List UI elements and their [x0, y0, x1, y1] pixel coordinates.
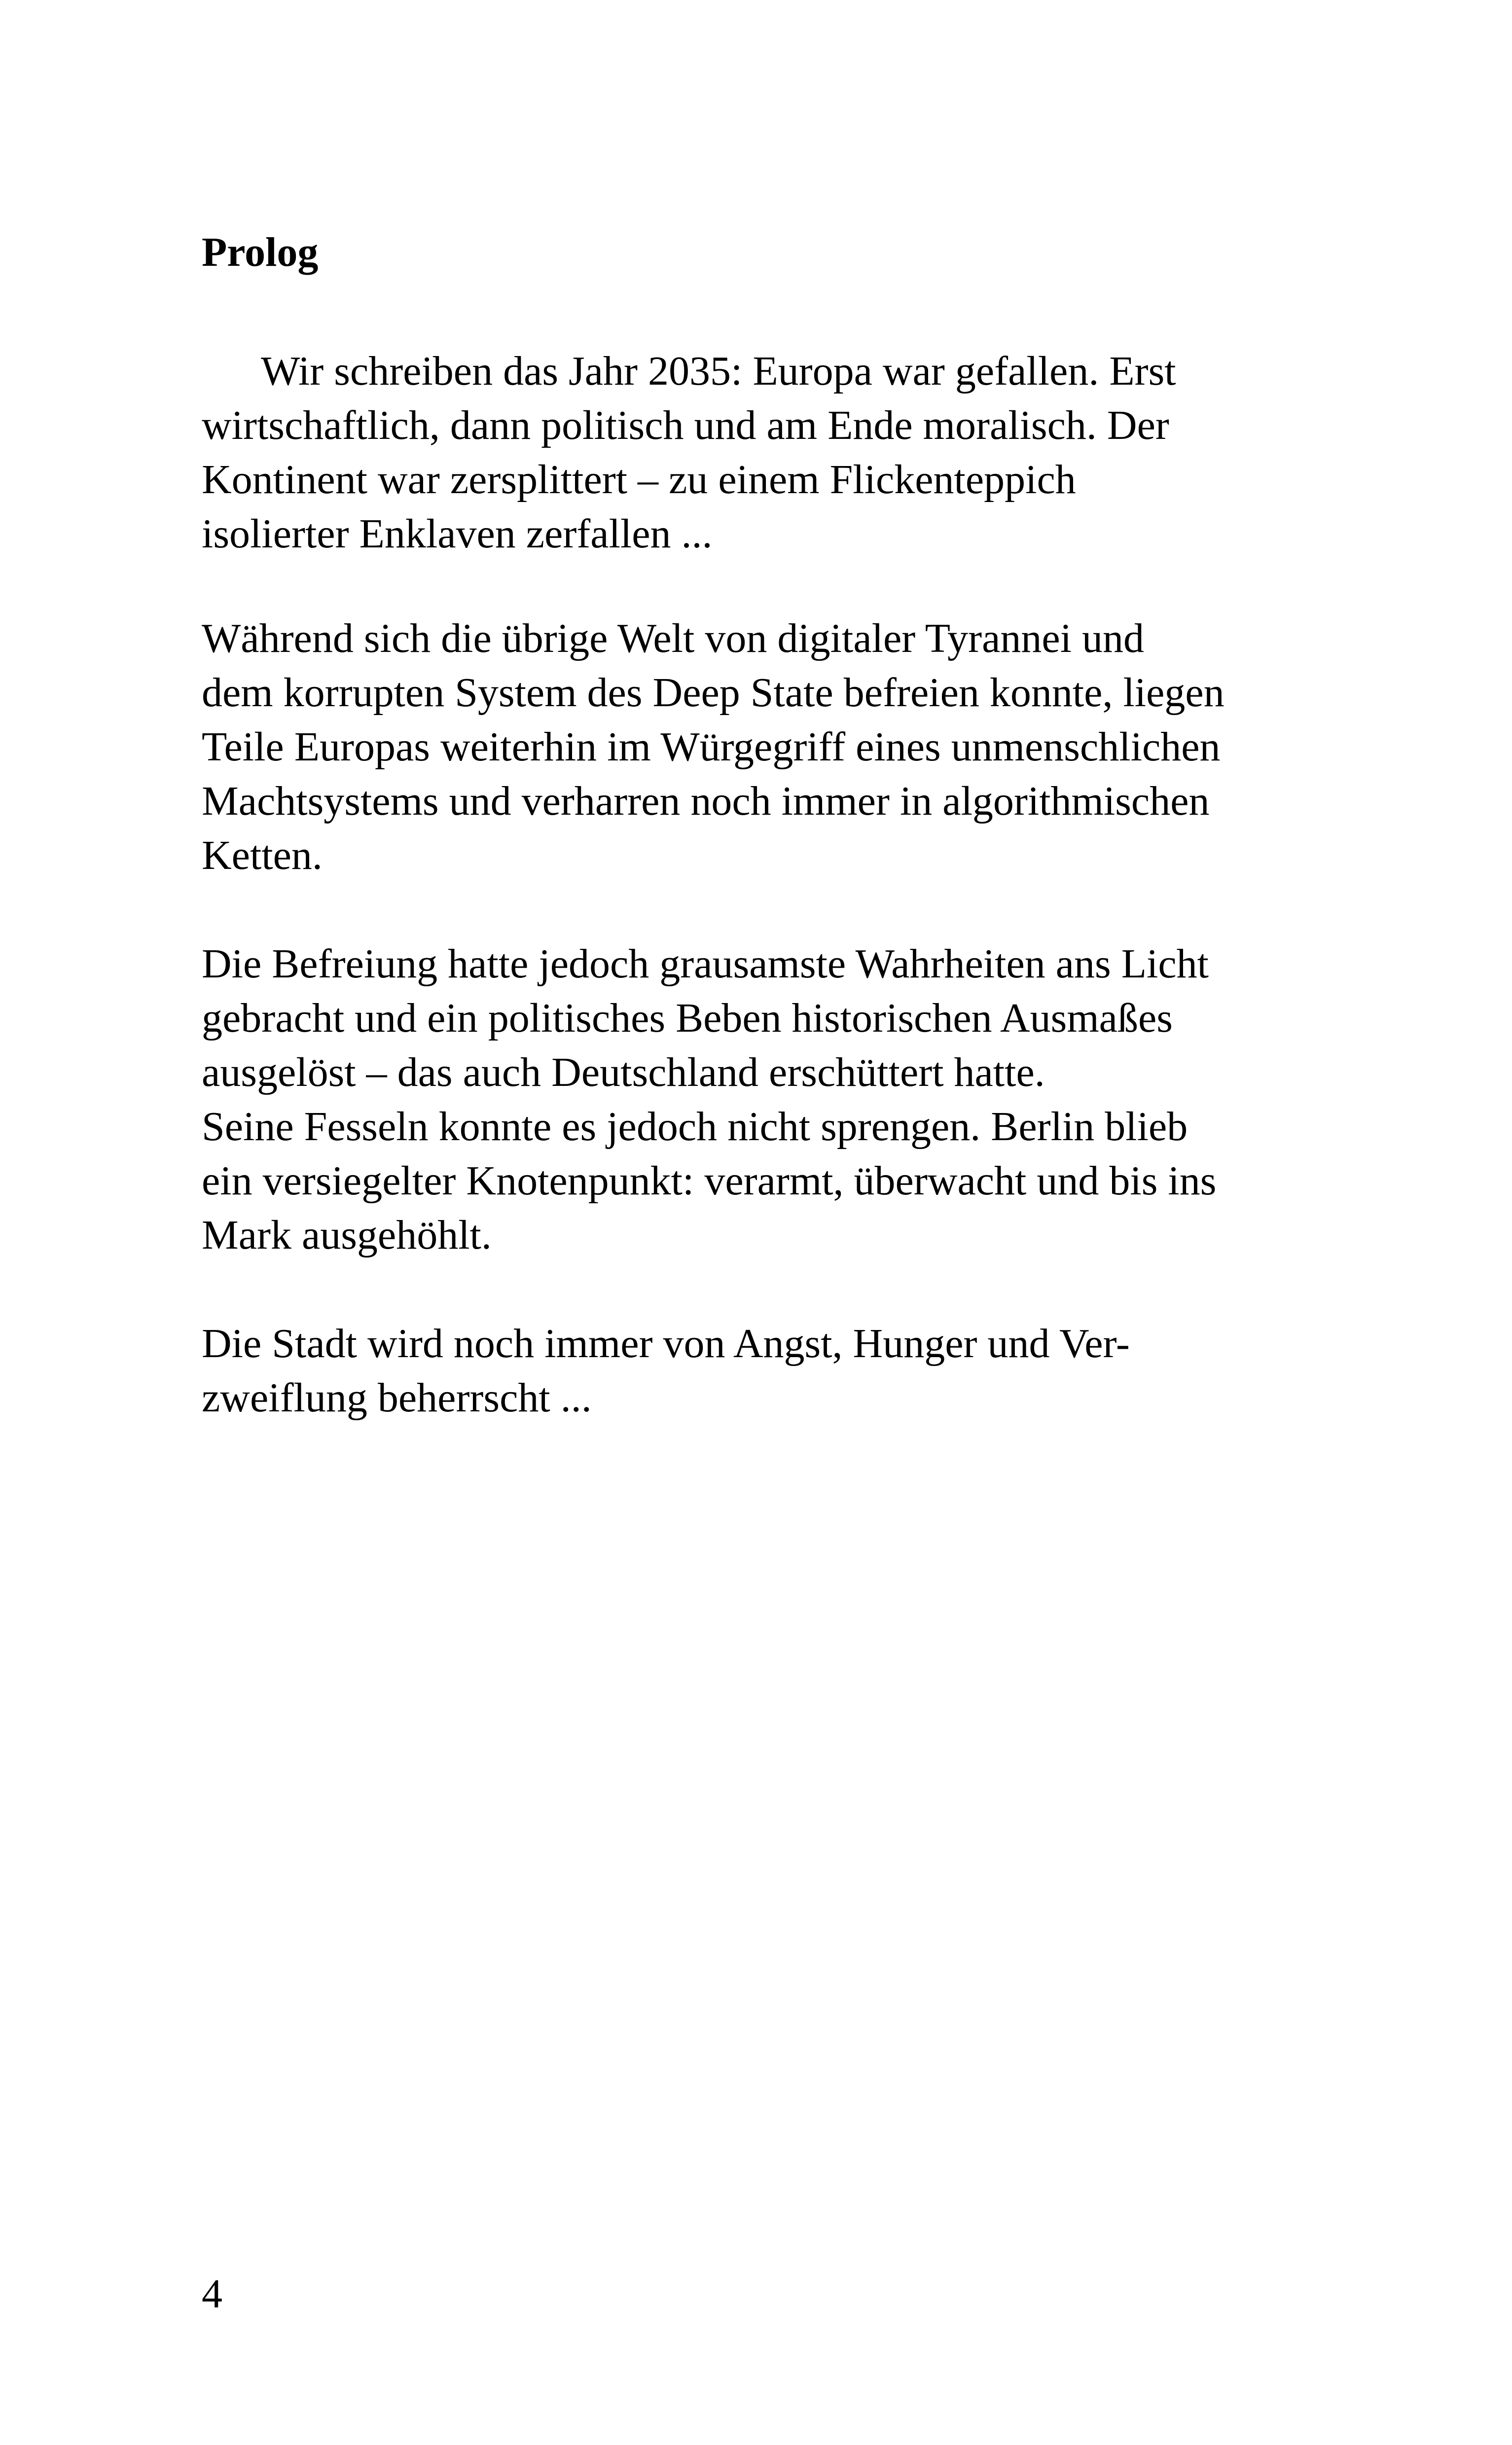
text-line: Ketten. — [202, 832, 323, 878]
text-line: Mark ausgehöhlt. — [202, 1212, 492, 1258]
paragraph-4 — [202, 1317, 1130, 1425]
text-line: Kontinent war zersplittert – zu einem Flickenteppich — [202, 457, 1076, 503]
text-line: Die Stadt wird noch immer von Angst, Hunger und Ver- — [202, 1321, 1130, 1366]
page-number: 4 — [202, 2271, 222, 2317]
text-line: Teile Europas weiterhin im Würgegriff eines unmenschlichen — [202, 724, 1221, 770]
text-line: Machtsystems und verharren noch immer in algorithmischen — [202, 778, 1210, 824]
text-line: ein versiegelter Knotenpunkt: verarmt, überwacht und bis ins — [202, 1158, 1217, 1204]
text-line: Seine Fesseln konnte es jedoch nicht sprengen. Berlin blieb — [202, 1104, 1188, 1150]
text-line: Die Befreiung hatte jedoch grausamste Wahrheiten ans Licht — [202, 941, 1209, 987]
text-line: Während sich die übrige Welt von digitaler Tyrannei und — [202, 615, 1145, 661]
chapter-heading: Prolog — [202, 229, 319, 275]
text-line: dem korrupten System des Deep State befreien konnte, liegen — [202, 670, 1224, 716]
paragraph-2 — [202, 611, 1224, 883]
text-line: gebracht und ein politisches Beben historischen Ausmaßes — [202, 995, 1173, 1041]
text-line: wirtschaftlich, dann politisch und am Ende moralisch. Der — [202, 402, 1169, 448]
text-line: zweiflung beherrscht ... — [202, 1375, 592, 1421]
paragraph-3 — [202, 937, 1216, 1262]
text-line: ausgelöst – das auch Deutschland erschüttert hatte. — [202, 1049, 1045, 1095]
paragraph-1 — [202, 344, 1176, 561]
text-line: Wir schreiben das Jahr 2035: Europa war gefallen. Erst — [261, 348, 1176, 394]
text-line: isolierter Enklaven zerfallen ... — [202, 511, 713, 557]
